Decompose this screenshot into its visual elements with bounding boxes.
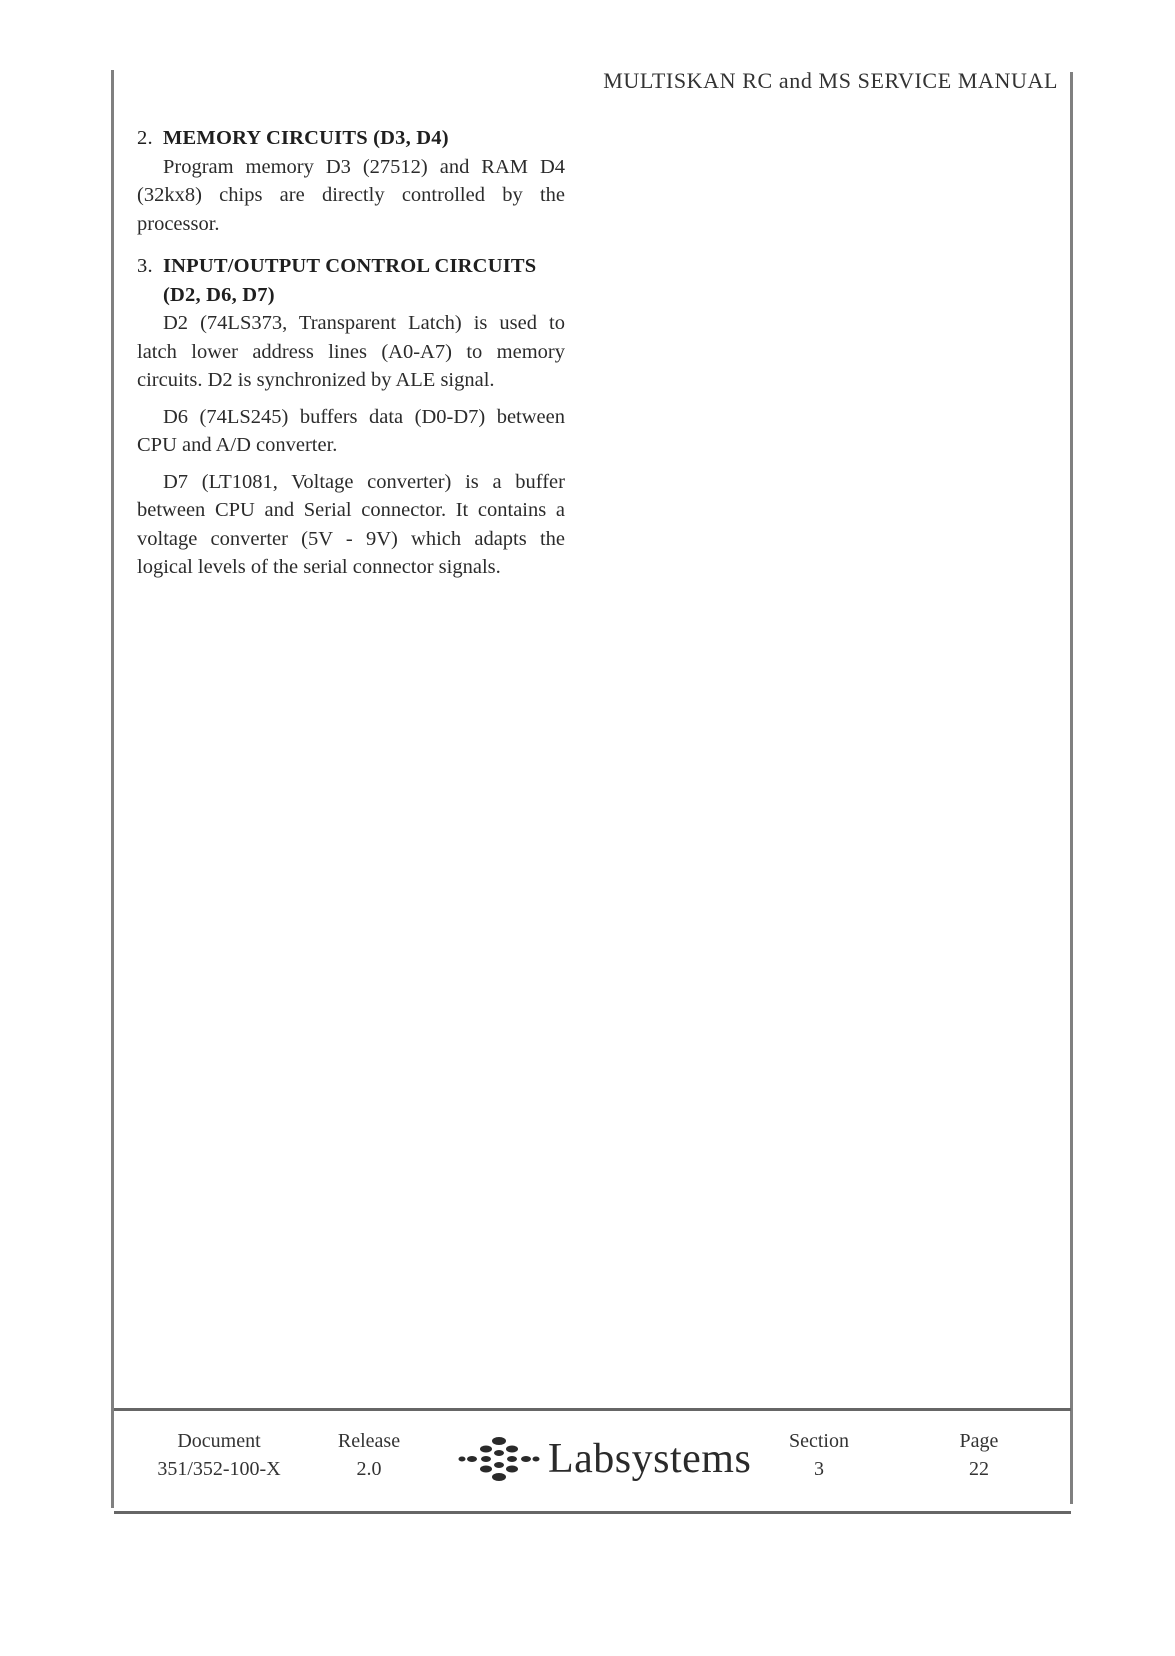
labsystems-logo-icon xyxy=(454,1431,544,1487)
release-label: Release xyxy=(337,1430,401,1452)
page-label: Page xyxy=(959,1430,999,1452)
page-border-left xyxy=(111,70,114,1508)
paragraph: Program memory D3 (27512) and RAM D4 (32kx8) chips are directly controlled by the processor. xyxy=(137,155,565,235)
section-title: INPUT/OUTPUT CONTROL CIRCUITS xyxy=(163,255,537,277)
section-value: 3 xyxy=(814,1458,824,1480)
body-text xyxy=(137,124,565,582)
labsystems-logo xyxy=(454,1429,751,1489)
paragraph: D6 (74LS245) buffers data (D0-D7) between CPU and A/D converter. xyxy=(137,405,565,456)
section-title-line2: (D2, D6, D7) xyxy=(163,283,275,306)
running-header: MULTISKAN RC and MS SERVICE MANUAL xyxy=(603,68,1058,93)
paragraph: D2 (74LS373, Transparent Latch) is used to latch lower address lines (A0-A7) to memory circuits. D2 is synchronized by ALE signal. xyxy=(137,312,565,391)
document-number: 351/352-100-X xyxy=(157,1458,281,1480)
document-label: Document xyxy=(177,1430,261,1452)
footer-release xyxy=(324,1427,414,1483)
page-number: 22 xyxy=(969,1458,989,1480)
footer-page xyxy=(929,1427,1029,1483)
page-border-right xyxy=(1070,72,1073,1504)
footer-document xyxy=(144,1427,294,1483)
page-footer xyxy=(114,1408,1071,1514)
paragraph: D7 (LT1081, Voltage converter) is a buffer between CPU and Serial connector. It contains a voltage converter (5V - 9V) which adapts the logical levels of the serial connector signals. xyxy=(137,470,565,578)
logo-text: Labsystems xyxy=(548,1436,752,1482)
footer-section xyxy=(769,1427,869,1483)
release-number: 2.0 xyxy=(356,1458,382,1480)
section-label: Section xyxy=(789,1430,849,1452)
section-number: 3. xyxy=(137,255,153,277)
section-heading xyxy=(137,124,565,153)
section-title: MEMORY CIRCUITS (D3, D4) xyxy=(163,127,449,149)
section-heading xyxy=(137,252,565,309)
section-number: 2. xyxy=(137,127,153,149)
